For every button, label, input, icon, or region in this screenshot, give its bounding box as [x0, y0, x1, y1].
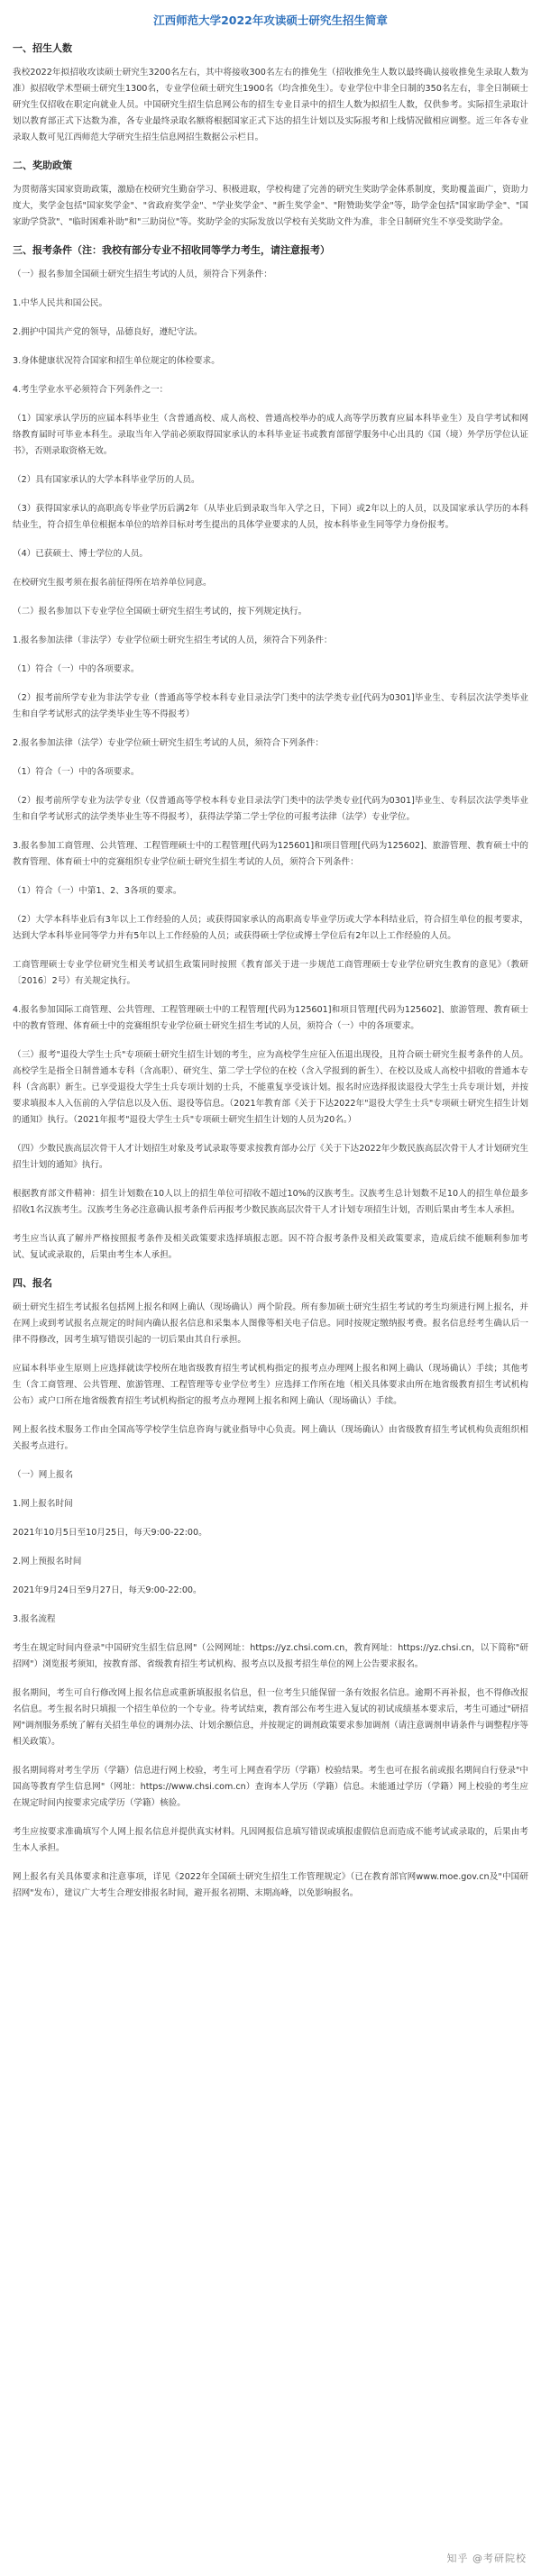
section-paragraph: 报名期间将对考生学历（学籍）信息进行网上校验，考生可上网查看学历（学籍）校验结果。考生也可在报名前或报名期间自行登录"中国高等教育学生信息网"（网址：https://www.chsi.com.cn）查询本人学历（学籍）信息。未能通过学历（学籍）网上校验的考生应在规定时间内按要求完成学历（学籍）核验。 [13, 1766, 528, 1808]
section-heading: 三、报考条件（注：我校有部分专业不招收同等学力考生，请注意报考） [13, 244, 330, 256]
section-paragraph: 4.报名参加国际工商管理、公共管理、工程管理硕士中的工程管理[代码为125601]和项目管理[代码为125602]、旅游管理、教育硕士中的教育管理、体育硕士中的竞赛组织专业学位硕士研究生招生考试的人员，须符合（一）中的各项要求。 [13, 1005, 528, 1031]
section-paragraph: （四）少数民族高层次骨干人才计划招生对象及考试录取等要求按教育部办公厅《关于下达2022年少数民族高层次骨干人才计划研究生招生计划的通知》执行。 [13, 1144, 528, 1170]
section-paragraph: 为贯彻落实国家资助政策，激励在校研究生勤奋学习、积极进取，学校构建了完善的研究生奖助学金体系制度，奖助覆盖面广，资助力度大，奖学金包括"国家奖学金"、"省政府奖学金"、"学业奖学金"、"新生奖学金"、"附赞助奖学金"等，助学金包括"国家助学金"、"国家助学贷款"、"临时困难补助"和"三助岗位"等。奖助学金的实际发放以学校有关奖助文件为准，非全日制研究生不享受奖助学金。 [13, 185, 528, 227]
section-heading: 二、奖助政策 [13, 160, 72, 171]
section-paragraph: 1.网上报名时间 [13, 1499, 73, 1509]
section-paragraph: 4.考生学业水平必须符合下列条件之一： [13, 385, 169, 395]
section-paragraph: 1.报名参加法律（非法学）专业学位硕士研究生招生考试的人员，须符合下列条件： [13, 635, 333, 645]
section-paragraph: 2.拥护中国共产党的领导，品德良好，遵纪守法。 [13, 327, 203, 337]
section-paragraph: （二）报名参加以下专业学位全国硕士研究生招生考试的，按下列规定执行。 [13, 607, 307, 617]
section-paragraph: （4）已获硕士、博士学位的人员。 [13, 549, 149, 559]
section-paragraph: （2）报考前所学专业为非法学专业（普通高等学校本科专业目录法学门类中的法学类专业[代码为0301]毕业生、专科层次法学类毕业生和自学考试形式的法学类毕业生等不得报考） [13, 693, 528, 719]
section-paragraph: 工商管理硕士专业学位研究生相关考试招生政策同时按照《教育部关于进一步规范工商管理硕士专业学位研究生教育的意见》（教研〔2016〕2号）有关规定执行。 [13, 960, 528, 986]
section-paragraph: 应届本科毕业生原则上应选择就读学校所在地省级教育招生考试机构指定的报考点办理网上报名和网上确认（现场确认）手续；其他考生（含工商管理、公共管理、旅游管理、工程管理等专业学位考生）应选择工作所在地（相关具体要求由所在地省级教育招生考试机构公布）或户口所在地省级教育招生考试机构指定的报考点办理网上报名和网上确认（现场确认）手续。 [13, 1364, 528, 1406]
section-paragraph: （3）获得国家承认的高职高专毕业学历后满2年（从毕业后到录取当年入学之日，下同）或2年以上的人员，以及国家承认学历的本科结业生，符合招生单位根据本单位的培养目标对考生提出的具体学业要求的人员，按本科毕业生同等学力身份报考。 [13, 504, 528, 530]
section-paragraph: 1.中华人民共和国公民。 [13, 298, 108, 308]
section-paragraph: 2.网上预报名时间 [13, 1557, 82, 1567]
section-paragraph: （2）报考前所学专业为法学专业（仅普通高等学校本科专业目录法学门类中的法学类专业[代码为0301]毕业生、专科层次法学类毕业生和自学考试形式的法学类毕业生等不得报考），获得法学第二学士学位的可报考法律（法学）专业学位。 [13, 796, 528, 822]
section-paragraph: 硕士研究生招生考试报名包括网上报名和网上确认（现场确认）两个阶段。所有参加硕士研究生招生考试的考生均须进行网上报名，并在网上或到考试报名点规定的时间内确认报名信息和采集本人图像等相关电子信息。同时按规定缴纳报考费。报名信息经考生确认后一律不得修改，因考生填写错误引起的一切后果由其自行承担。 [13, 1302, 528, 1345]
section-paragraph: （三）报考"退役大学生士兵"专项硕士研究生招生计划的考生，应为高校学生应征入伍退出现役，且符合硕士研究生报考条件的人员。高校学生是指全日制普通本专科（含高职）、研究生、第二学士学位的在校（含入学报到的新生）、在校以及成人高校中招收的普通本专科（含高职）新生。已享受退役大学生士兵专项计划的士兵，不能重复享受该计划。报名时应选择报读退役大学生士兵专项计划，并按要求填报本人入伍前的入学信息以及入伍、退役等信息。（2021年教育部《关于下达2022年"退役大学生士兵"专项硕士研究生招生计划的通知》执行。（2021年报考"退役大学生士兵"专项硕士研究生招生计划的人员为20名。） [13, 1050, 528, 1125]
document-body [13, 41, 528, 1902]
section-paragraph: 2021年10月5日至10月25日，每天9:00-22:00。 [13, 1528, 207, 1538]
section-paragraph: （2）具有国家承认的大学本科毕业学历的人员。 [13, 475, 200, 485]
section-paragraph: 网上报名有关具体要求和注意事项，详见《2022年全国硕士研究生招生工作管理规定》（已在教育部官网www.moe.gov.cn及"中国研招网"发布），建议广大考生合理安排报名时间，避开报名初期、末期高峰，以免影响报名。 [13, 1872, 528, 1898]
section-paragraph: 考生在规定时间内登录"中国研究生招生信息网"（公网网址：https://yz.chsi.com.cn，教育网址：https://yz.chsi.cn，以下简称"研招网"）浏览报考须知，按教育部、省级教育招生考试机构、报考点以及报考招生单位的网上公告要求报名。 [13, 1643, 528, 1669]
section-paragraph: 报名期间，考生可自行修改网上报名信息或重新填报报名信息，但一位考生只能保留一条有效报名信息。逾期不再补报，也不得修改报名信息。考生报名时只填报一个招生单位的一个专业。待考试结束，教育部公布考生进入复试的初试成绩基本要求后，考生可通过"研招网"调剂服务系统了解有关招生单位的调剂办法、计划余额信息，并按规定的调剂政策要求参加调剂（请注意调剂申请条件与调整程序等相关政策）。 [13, 1688, 528, 1747]
section-paragraph: 3.报名参加工商管理、公共管理、工程管理硕士中的工程管理[代码为125601]和项目管理[代码为125602]、旅游管理、教育硕士中的教育管理、体育硕士中的竞赛组织专业学位硕士研究生招生考试的人员，须符合下列条件： [13, 841, 528, 867]
section-paragraph: （一）网上报名 [13, 1470, 74, 1480]
section-paragraph: 网上报名技术服务工作由全国高等学校学生信息咨询与就业指导中心负责。网上确认（现场确认）由省级教育招生考试机构负责组织相关报考点进行。 [13, 1425, 528, 1451]
section-paragraph: 考生应当认真了解并严格按照报考条件及相关政策要求选择填报志愿。因不符合报考条件及相关政策要求，造成后续不能顺利参加考试、复试或录取的，后果由考生本人承担。 [13, 1234, 528, 1260]
section-heading: 一、招生人数 [13, 42, 72, 54]
document-title: 江西师范大学2022年攻读硕士研究生招生简章 [153, 14, 388, 27]
section-heading: 四、报名 [13, 1277, 52, 1289]
section-paragraph: （1）国家承认学历的应届本科毕业生（含普通高校、成人高校、普通高校举办的成人高等学历教育应届本科毕业生）及自学考试和网络教育届时可毕业本科生。录取当年入学前必须取得国家承认的本科毕业证书或教育部留学服务中心出具的《国（境）外学历学位认证书》，否则录取资格无效。 [13, 414, 528, 456]
section-paragraph: 在校研究生报考须在报名前征得所在培养单位同意。 [13, 578, 212, 588]
section-paragraph: 2.报名参加法律（法学）专业学位硕士研究生招生考试的人员，须符合下列条件： [13, 738, 324, 748]
section-paragraph: 3.身体健康状况符合国家和招生单位规定的体检要求。 [13, 356, 220, 366]
section-paragraph: （一）报名参加全国硕士研究生招生考试的人员，须符合下列条件： [13, 269, 272, 279]
section-paragraph: （1）符合（一）中的各项要求。 [13, 664, 140, 674]
section-paragraph: 3.报名流程 [13, 1614, 56, 1624]
section-paragraph: 我校2022年拟招收攻读硕士研究生3200名左右，其中将接收300名左右的推免生（招收推免生人数以最终确认接收推免生录取人数为准）拟招收学术型硕士研究生1300名，专业学位硕士研究生1900名（均含推免生）。专业学位中非全日制的350名左右，非全日制硕士研究生仅招收在职定向就业人员。中国研究生招生信息网公布的招生专业目录中的招生人数为拟招生人数，仅供参考。实际招生录取计划以教育部正式下达数为准，各专业最终录取名额将根据国家正式下达的招生计划以及实际报考和上线情况做相应调整。近三年各专业录取人数可见江西师范大学研究生招生信息网招生数据公示栏目。 [13, 68, 528, 142]
section-paragraph: （1）符合（一）中的各项要求。 [13, 767, 140, 777]
section-paragraph: （1）符合（一）中第1、2、3各项的要求。 [13, 886, 182, 896]
section-paragraph: （2）大学本科毕业后有3年以上工作经验的人员；或获得国家承认的高职高专毕业学历或大学本科结业后，符合招生单位的报考要求，达到大学本科毕业同等学力并有5年以上工作经验的人员；或获得硕士学位或博士学位后有2年以上工作经验的人员。 [13, 915, 528, 941]
section-paragraph: 2021年9月24日至9月27日，每天9:00-22:00。 [13, 1585, 202, 1595]
section-paragraph: 考生应按要求准确填写个人网上报名信息并提供真实材料。凡因网报信息填写错误或填报虚假信息而造成不能考试或录取的，后果由考生本人承担。 [13, 1827, 528, 1853]
watermark: 知乎 @考研院校 [446, 2553, 527, 2564]
section-paragraph: 根据教育部文件精神：招生计划数在10人以上的招生单位可招收不超过10%的汉族考生。汉族考生总计划数不足10人的招生单位最多招收1名汉族考生。汉族考生务必注意确认报考条件后再报考少数民族高层次骨干人才计划专项招生计划，否则后果由考生本人承担。 [13, 1189, 528, 1215]
